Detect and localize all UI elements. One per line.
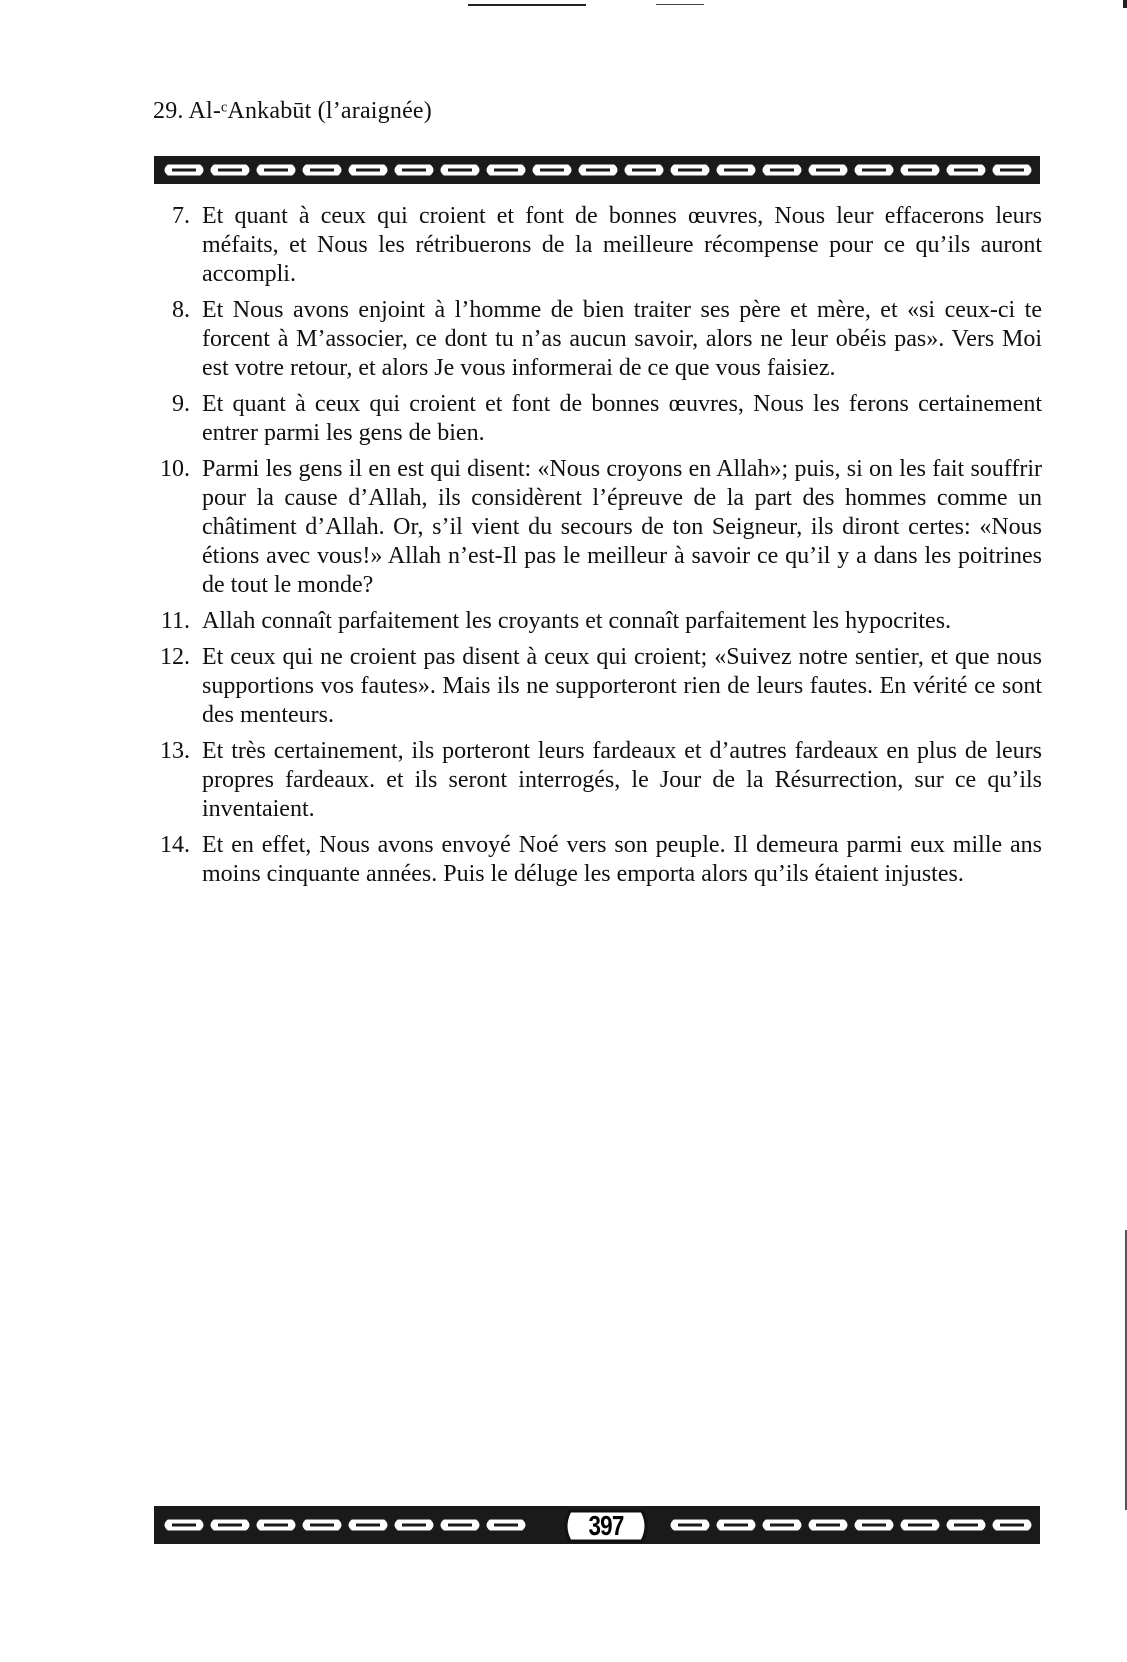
- verse-text: Et Nous avons enjoint à l’homme de bien traiter ses père et mère, et «si ceux-ci te forcent à M’associer, ce dont tu n’as aucun savoir, alors ne leur obéis pas». Vers Moi est votre retour, et alors Je vous informerai de ce que vous faisiez.: [202, 297, 1042, 381]
- chain-link-inner: [172, 169, 196, 172]
- verse-item: [150, 390, 1042, 448]
- verse-number: 8.: [172, 297, 190, 323]
- page-number: 397: [588, 1510, 624, 1541]
- chain-link-inner: [356, 169, 380, 172]
- chain-link-inner: [310, 1524, 334, 1527]
- chain-link-inner: [908, 1524, 932, 1527]
- chain-link-inner: [1000, 1524, 1024, 1527]
- chain-link-inner: [632, 169, 656, 172]
- chain-link-inner: [448, 169, 472, 172]
- scan-top-marks: [0, 0, 1127, 12]
- chain-link-inner: [724, 169, 748, 172]
- chain-link-inner: [356, 1524, 380, 1527]
- verse-text: Et quant à ceux qui croient et font de bonnes œuvres, Nous leur effacerons leurs méfaits, et Nous les rétribuerons de la meilleure récompense pour ce qu’ils auront accompli.: [202, 203, 1042, 287]
- chain-link-inner: [586, 169, 610, 172]
- verse-item: [150, 607, 1042, 636]
- chain-link-inner: [448, 1524, 472, 1527]
- scan-mark: [1123, 0, 1127, 8]
- verse-item: [150, 202, 1042, 289]
- verse-number: 10.: [160, 456, 190, 482]
- chain-link-inner: [724, 1524, 748, 1527]
- verse-text: Allah connaît parfaitement les croyants et connaît parfaitement les hypocrites.: [202, 608, 952, 634]
- verse-list: [150, 202, 1042, 896]
- verse-number: 12.: [160, 644, 190, 670]
- chain-link-inner: [1000, 169, 1024, 172]
- running-header: 29. Al-ᶜAnkabūt (l’araignée): [153, 98, 432, 124]
- verse-text: Et très certainement, ils porteront leurs fardeaux et d’autres fardeaux en plus de leurs propres fardeaux. et ils seront interrogés, le Jour de la Résurrection, sur ce qu’ils inventaient.: [202, 738, 1042, 822]
- chain-link-inner: [172, 1524, 196, 1527]
- verse-text: Et ceux qui ne croient pas disent à ceux qui croient; «Suivez notre sentier, et que nous supportions vos fautes». Mais ils ne supporteront rien de leurs fautes. En vérité ce sont des menteurs.: [202, 644, 1042, 728]
- page-number-cartouche: [560, 1507, 652, 1545]
- verse-number: 11.: [160, 608, 190, 634]
- chain-link-inner: [218, 1524, 242, 1527]
- verse-item: [150, 455, 1042, 600]
- chain-link-inner: [678, 1524, 702, 1527]
- chain-link-inner: [310, 169, 334, 172]
- chain-link-inner: [264, 169, 288, 172]
- chain-link-inner: [494, 1524, 518, 1527]
- chain-link-inner: [770, 169, 794, 172]
- verse-number: 7.: [172, 203, 190, 229]
- verse-item: [150, 737, 1042, 824]
- verse-text: Parmi les gens il en est qui disent: «Nous croyons en Allah»; puis, si on les fait souffrir pour la cause d’Allah, ils considèrent l’épreuve de la part des hommes comme un châtiment d’Allah. Or, s’il vient du secours de ton Seigneur, ils diront certes: «Nous étions avec vous!» Allah n’est-Il pas le meilleur à savoir ce qu’il y a dans les poitrines de tout le monde?: [202, 456, 1042, 598]
- chain-link-inner: [218, 169, 242, 172]
- verse-item: [150, 296, 1042, 383]
- chain-link-inner: [816, 169, 840, 172]
- verse-item: [150, 643, 1042, 730]
- verse-number: 14.: [160, 832, 190, 858]
- chain-link-inner: [540, 169, 564, 172]
- chain-link-inner: [862, 169, 886, 172]
- verse-number: 13.: [160, 738, 190, 764]
- chain-link-inner: [678, 169, 702, 172]
- chain-link-inner: [862, 1524, 886, 1527]
- chain-link-inner: [954, 1524, 978, 1527]
- chain-link-inner: [954, 169, 978, 172]
- top-ornament-band: [154, 156, 1040, 184]
- scan-mark: [468, 4, 586, 6]
- chain-ornament-icon: [154, 156, 1040, 184]
- verse-item: [150, 831, 1042, 889]
- chain-link-inner: [908, 169, 932, 172]
- chain-link-inner: [264, 1524, 288, 1527]
- verse-number: 9.: [172, 391, 190, 417]
- chain-link-inner: [494, 169, 518, 172]
- chain-link-inner: [402, 169, 426, 172]
- verse-text: Et en effet, Nous avons envoyé Noé vers son peuple. Il demeura parmi eux mille ans moins cinquante années. Puis le déluge les emporta alors qu’ils étaient injustes.: [202, 832, 1042, 887]
- chain-link-inner: [402, 1524, 426, 1527]
- chain-link-inner: [816, 1524, 840, 1527]
- scan-mark: [656, 4, 704, 5]
- chain-link-inner: [770, 1524, 794, 1527]
- verse-text: Et quant à ceux qui croient et font de bonnes œuvres, Nous les ferons certainement entrer parmi les gens de bien.: [202, 391, 1042, 446]
